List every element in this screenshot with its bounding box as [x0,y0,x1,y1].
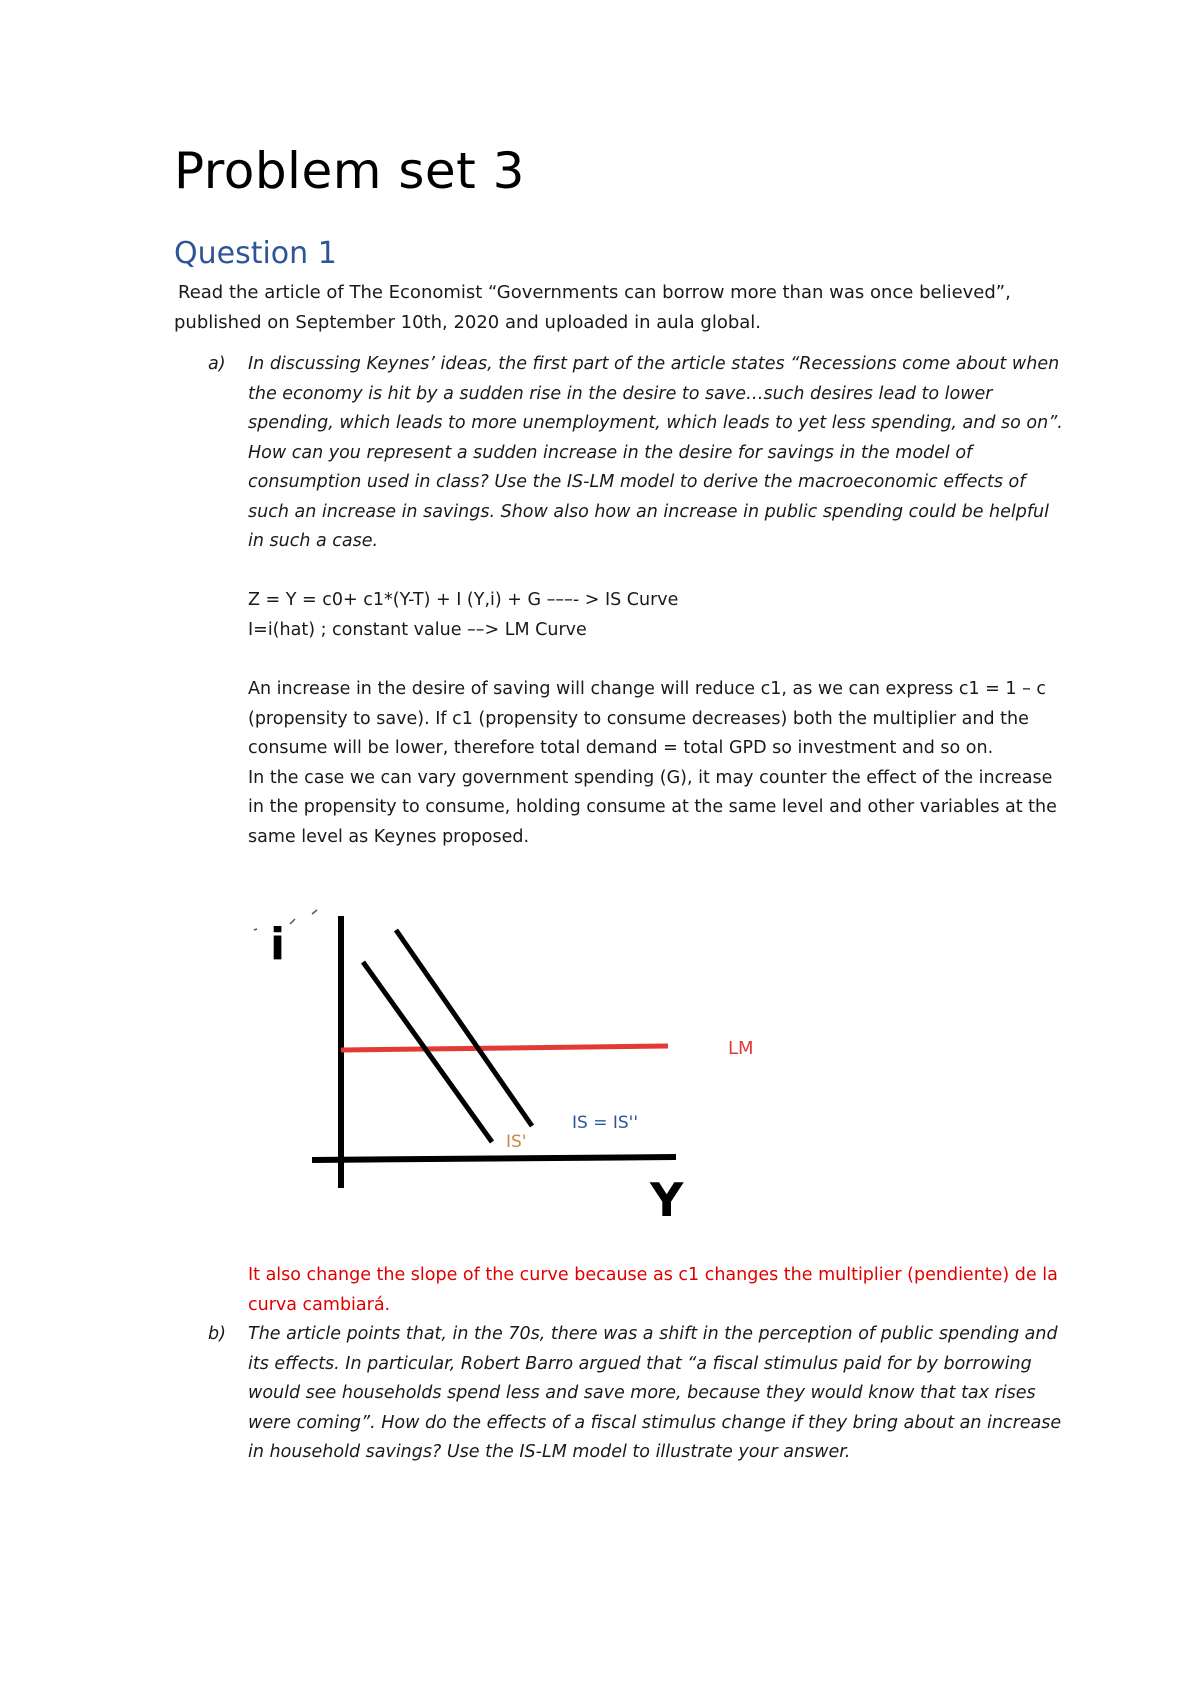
part-b-question-text: The article points that, in the 70s, there was a shift in the perception of public spending and its effects. In particular, Robert Barro argued that “a fiscal stimulus paid for by borrowing would see households spend less and save more, because they would know that tax rises were coming”. How do the effects of a fiscal stimulus change if they bring about an increase in household savings? Use the IS-LM model to illustrate your answer. [248,1324,1062,1462]
y-axis-label: i [270,919,286,970]
intro-line-2: published on September 10th, 2020 and uploaded in aula global. [174,311,762,333]
lm-curve [341,1046,668,1050]
part-b-question [208,1320,1068,1468]
is-prime-curve [363,962,492,1142]
part-a-marker: a) [208,354,226,374]
x-axis [312,1157,676,1160]
part-a-question [208,350,1068,557]
page-title: Problem set 3 [174,142,525,200]
part-a-answer [248,675,1068,852]
stray-mark [254,929,257,930]
part-b-marker: b) [208,1324,226,1344]
intro-line-1: Read the article of The Economist “Governments can borrow more than was once believed”, [178,282,1011,303]
question-heading: Question 1 [174,236,337,271]
is-lm-graph [240,904,800,1234]
is-prime-label: IS' [506,1132,527,1152]
is-curve-equation: Z = Y = c0+ c1*(Y-T) + I (Y,i) + G –––- > IS Curve [248,590,679,610]
answer-paragraph-2: In the case we can vary government spending (G), it may counter the effect of the increase in the propensity to consume, holding consume at the same level and other variables at the same level as Keynes proposed. [248,767,1057,847]
part-a-red-note [248,1261,1068,1320]
lm-label: LM [728,1038,754,1059]
is-curve [396,930,532,1126]
lm-curve-equation: I=i(hat) ; constant value ––> LM Curve [248,619,587,640]
stray-mark [290,919,295,924]
intro-paragraph [174,278,1074,337]
x-axis-label: Y [650,1173,684,1227]
answer-paragraph-1: An increase in the desire of saving will change will reduce c1, as we can express c1 = 1 – c (propensity to save). If c1 (propensity to consume decreases) both the multiplier and the consume will be lower, therefore total demand = total GPD so investment and so on. [248,679,1047,758]
stray-mark [312,910,317,914]
slope-note: It also change the slope of the curve because as c1 changes the multiplier (pendiente) de la curva cambiará. [248,1265,1058,1315]
is-label: IS = IS'' [572,1113,639,1133]
part-a-question-text: In discussing Keynes’ ideas, the first part of the article states “Recessions come about when the economy is hit by a sudden rise in the desire to save…such desires lead to lower spending, which leads to more unemployment, which leads to yet less spending, and so on”. How can you represent a sudden increase in the desire for savings in the model of consumption used in class? Use the IS-LM model to derive the macroeconomic effects of such an increase in savings. Show also how an increase in public spending could be helpful in such a case. [248,354,1063,551]
part-a-equations [248,586,1068,645]
